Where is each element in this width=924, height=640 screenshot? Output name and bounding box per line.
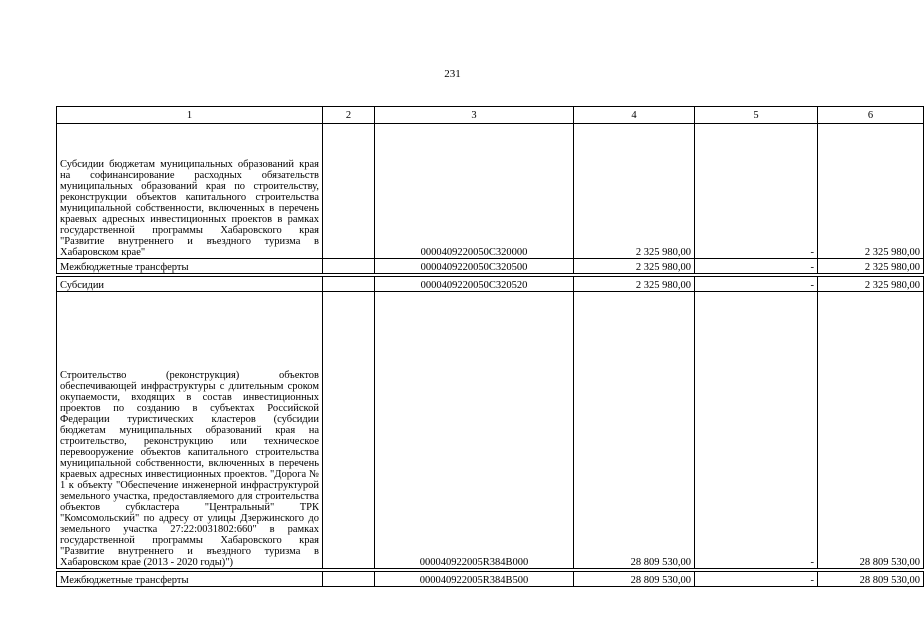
row-amount2: - [695,572,818,587]
budget-table [56,106,924,587]
header-col-4: 4 [574,107,695,124]
header-col-5: 5 [695,107,818,124]
row-amount2: - [695,259,818,274]
row-col2 [323,259,375,274]
row-description: Межбюджетные трансферты [57,259,323,274]
row-amount2: - [695,292,818,569]
row-description: Субсидии бюджетам муниципальных образований края на софинансирование расходных обязательств муниципальных образований края по строительству, реконструкции объектов капитального строительства муниципальной собственности, включенных в перечень краевых адресных инвестиционных проектов в рамках государственной программы Хабаровского края "Развитие внутреннего и въездного туризма в Хабаровском крае" [57,124,323,259]
row-col2 [323,124,375,259]
row-code: 0000409220050С320520 [375,277,574,292]
row-amount1: 28 809 530,00 [574,292,695,569]
header-col-2: 2 [323,107,375,124]
header-col-3: 3 [375,107,574,124]
row-total: 2 325 980,00 [818,124,924,259]
row-description: Строительство (реконструкция) объектов обеспечивающей инфраструктуры с длительным сроком окупаемости, входящих в состав инвестиционных проектов по созданию в субъектах Российской Федерации туристических кластеров (субсидии бюджетам муниципальных образований края на строительство, реконструкцию или техническое перевооружение объектов капитального строительства муниципальной собственности, включенных в перечень краевых адресных инвестиционных проектов. "Дорога № 1 к объекту "Обеспечение инженерной инфраструктурой земельного участка, предоставляемого для строительства объектов субкластера "Центральный" ТРК "Комсомольский" по адресу от улицы Дзержинского до земельного участка 27:22:0031802:660" в рамках государственной программы Хабаровского края "Развитие внутреннего и въездного туризма в Хабаровском крае (2013 - 2020 годы)") [57,292,323,569]
row-amount1: 2 325 980,00 [574,259,695,274]
header-col-6: 6 [818,107,924,124]
row-amount2: - [695,124,818,259]
row-total: 28 809 530,00 [818,572,924,587]
row-amount2: - [695,277,818,292]
row-col2 [323,572,375,587]
row-amount1: 2 325 980,00 [574,277,695,292]
row-amount1: 28 809 530,00 [574,572,695,587]
row-code: 0000409220050С320500 [375,259,574,274]
table-row [57,292,924,569]
row-total: 2 325 980,00 [818,259,924,274]
table-row [57,124,924,259]
row-total: 28 809 530,00 [818,292,924,569]
table-row [57,277,924,292]
table-row [57,572,924,587]
row-description: Межбюджетные трансферты [57,572,323,587]
row-total: 2 325 980,00 [818,277,924,292]
row-code: 000040922005R384B000 [375,292,574,569]
row-col2 [323,292,375,569]
header-col-1: 1 [57,107,323,124]
row-amount1: 2 325 980,00 [574,124,695,259]
page-number: 231 [444,68,461,80]
table-header-row [57,107,924,124]
table-row [57,259,924,274]
row-description: Субсидии [57,277,323,292]
row-code: 0000409220050С320000 [375,124,574,259]
row-code: 000040922005R384B500 [375,572,574,587]
row-col2 [323,277,375,292]
